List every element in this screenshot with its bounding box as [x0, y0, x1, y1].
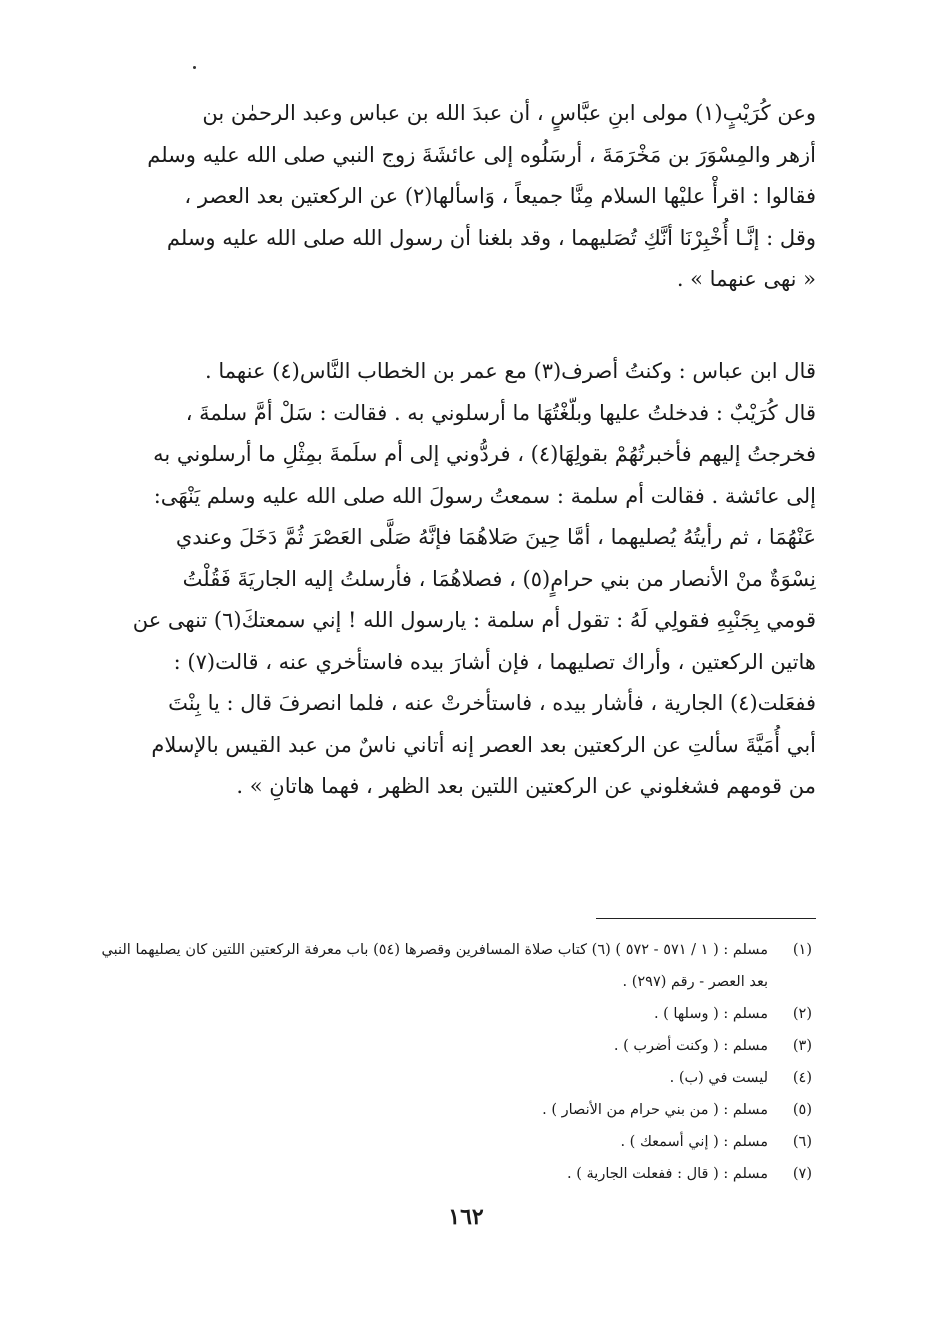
text-line: « نهى عنهما » . [676, 267, 816, 291]
text-line: هاتين الركعتين ، وأراك تصليهما ، فإن أشارَ بيده فاستأخري عنه ، قالت(٧) : [173, 649, 816, 674]
footnote-text: مسلم : ( من بني حرام من الأنصار ) . [542, 1102, 768, 1118]
footnote-item [80, 1126, 812, 1158]
text-line: أبي أُمَيَّةَ سألتِ عن الركعتين بعد العصر إنه أتاني ناسٌ من عبد القيس بالإسلام [151, 732, 816, 757]
text-line: قال كُرَيْبٌ : فدخلتُ عليها وبلّغْتُهَا ما أرسلوني به . فقالت : سَلْ أمَّ سلمةَ ، [185, 400, 816, 425]
footnote-text: ليست في (ب) . [669, 1070, 768, 1086]
footnote-text: مسلم : ( قال : ففعلت الجارية ) . [567, 1166, 768, 1182]
footnote-text: مسلم : ( وسلها ) . [653, 1006, 768, 1022]
page-number: ١٦٢ [448, 1204, 484, 1230]
footnote-item [80, 998, 812, 1030]
footnote-text: مسلم : ( وكنت أضرب ) . [613, 1038, 768, 1054]
footnote-number: (١) [792, 942, 812, 958]
footnote-number: (٢) [792, 1006, 812, 1022]
footnote-text: مسلم : ( إني أسمعك ) . [620, 1134, 768, 1150]
paragraph-2 [100, 351, 816, 808]
text-line: عَنْهُمَا ، ثم رأيتُهُ يُصليهما ، أمَّا حِينَ صَلاهُمَا فإنَّهُ صَلَّى العَصْرَ ثُمَّ دَخَلَ وعندي [175, 525, 816, 549]
text-line: فقالوا : اقرأْ عليْها السلام مِنَّا جميعاً ، وَاسألها(٢) عن الركعتين بعد العصر ، [184, 184, 816, 208]
footnote-number: (٤) [792, 1070, 812, 1086]
text-line: فخرجتُ إليهم فأخبرتُهُمْ بقولِهَا(٤) ، فردُّوني إلى أم سلَمةَ بمِثْلِ ما أرسلوني به [153, 442, 816, 466]
text-line: قال ابن عباس : وكنتُ أصرف(٣) مع عمر بن الخطاب النَّاس(٤) عنهما . [205, 359, 816, 383]
text-line: وعن كُرَيْبٍ(١) مولى ابنِ عبَّاسٍ ، أن عبدَ الله بن عباس وعبد الرحمٰن بن [202, 101, 816, 125]
footnote-item [80, 934, 812, 998]
text-line: أزهر والمِسْوَرَ بن مَخْرَمَةَ ، أرسَلُوه إلى عائشَةَ زوج النبي صلى الله عليه وسلم [147, 142, 816, 167]
footnote-number: (٣) [792, 1038, 812, 1054]
text-line: وقل : إنَّـا أُخْبِرْنَا أنَّكِ تُصَليهما ، وقد بلغنا أن رسول الله صلى الله عليه وسلم [166, 225, 816, 250]
page-speck [193, 66, 196, 69]
text-line: قومي بِجَنْبِهِ فقولِي لَهُ : تقول أم سلمة : يارسول الله ! إني سمعتكَ(٦) تنهى عن [132, 608, 816, 632]
text-line: إلى عائشة . فقالت أم سلمة : سمعتُ رسولَ الله صلى الله عليه وسلم يَنْهَى: [153, 483, 816, 508]
paragraph-1 [100, 93, 816, 301]
footnote-item [80, 1030, 812, 1062]
footnote-item [80, 1158, 812, 1190]
footnote-number: (٥) [792, 1102, 812, 1118]
footnotes-list [80, 934, 812, 1190]
text-line: نِسْوَةٌ منْ الأنصار من بني حرامٍ(٥) ، فصلاهُمَا ، فأرسلتُ إليه الجاريَةَ فَقُلْتُ [182, 566, 816, 591]
footnote-item [80, 1062, 812, 1094]
footnote-item [80, 1094, 812, 1126]
footnote-text: مسلم : ( ١ / ٥٧١ - ٥٧٢ ) (٦) كتاب صلاة المسافرين وقصرها (٥٤) باب معرفة الركعتين اللتين كان يصليهما النبي بعد العصر - رقم (٢٩٧) . [101, 942, 768, 990]
footnote-number: (٧) [792, 1166, 812, 1182]
footnote-divider [596, 918, 816, 919]
text-line: من قومهم فشغلوني عن الركعتين اللتين بعد الظهر ، فهما هاتانِ » . [236, 774, 816, 798]
text-line: ففعَلت(٤) الجارية ، فأشار بيده ، فاستأخرتْ عنه ، فلما انصرفَ قال : يا بِنْتَ [168, 691, 816, 715]
footnote-number: (٦) [792, 1134, 812, 1150]
